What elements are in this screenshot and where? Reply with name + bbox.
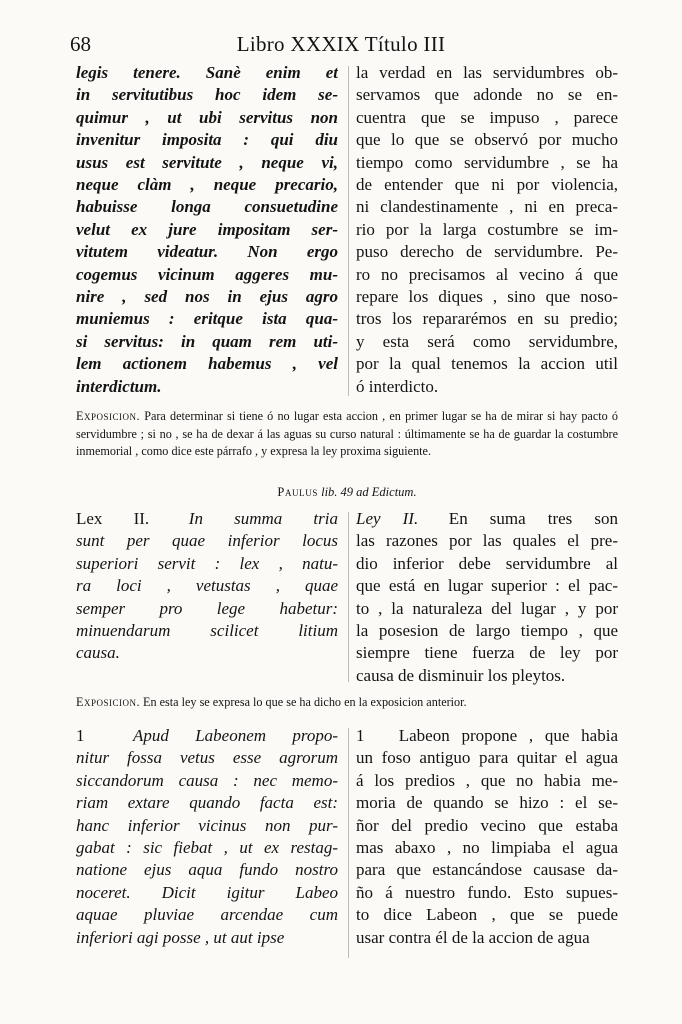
- text-line: ñor del predio vecino que estaba: [356, 815, 618, 835]
- text-line: hanc inferior vicinus non pur-: [76, 815, 338, 835]
- spanish-column-block-1: [356, 62, 618, 398]
- citation-author: Paulus: [277, 485, 318, 499]
- text-line: causa.: [76, 643, 120, 663]
- text-line-rest: En suma tres son: [426, 509, 618, 528]
- text-line: repare los diques , sino que noso-: [356, 287, 618, 307]
- paragraph-number: 1: [76, 726, 85, 745]
- text-line: tiempo como servidumbre , se ha: [356, 152, 618, 172]
- text-line: ño á nuestro fundo. Esto supues-: [356, 882, 618, 902]
- text-line: de entender que ni por violencia,: [356, 175, 618, 195]
- latin-column-block-1: [76, 62, 338, 398]
- text-line: puso derecho de servidumbre. Pe-: [356, 242, 618, 262]
- text-line: [76, 725, 338, 747]
- text-line: nitur fossa vetus esse agrorum: [76, 748, 338, 768]
- text-line: inferiori agi posse , ut aut ipse: [76, 927, 285, 947]
- page-title: Libro XXXIX Título III: [236, 32, 446, 56]
- exposicion-label: Exposicion.: [76, 695, 140, 709]
- text-line: invenitur imposita : qui diu: [76, 130, 338, 150]
- text-line: velut ex jure impositam ser-: [76, 219, 338, 239]
- spanish-column-block-3: [356, 725, 618, 949]
- text-line: interdictum.: [76, 376, 162, 396]
- text-line: ro no precisamos al vecino á que: [356, 264, 618, 284]
- text-line-rest: In summa tria: [157, 509, 338, 528]
- text-line: superiori servit : lex , natu-: [76, 553, 338, 573]
- spanish-column-block-2: [356, 508, 618, 687]
- running-head: [70, 30, 612, 58]
- text-line: si servitus: in quam rem uti-: [76, 331, 338, 351]
- text-line: neque clàm , neque precario,: [76, 175, 338, 195]
- text-line: moria de quando se hizo : el se-: [356, 793, 618, 813]
- ley-heading: Ley II.: [356, 509, 419, 528]
- text-line: vitutem videatur. Non ergo: [76, 242, 338, 262]
- paragraph-number: 1: [356, 726, 365, 745]
- text-line: to dice Labeon , que se puede: [356, 905, 618, 925]
- text-line: muniemus : eritque ista qua-: [76, 309, 338, 329]
- column-divider: [348, 66, 349, 396]
- text-line: la posesion de largo tiempo , que: [356, 621, 618, 641]
- text-line: habuisse longa consuetudine: [76, 197, 338, 217]
- column-divider: [348, 728, 349, 958]
- source-citation: [76, 484, 618, 501]
- text-line: cuentra que se impuso , parece: [356, 107, 618, 127]
- exposicion-text: Para determinar si tiene ó no lugar esta accion , en primer lugar se ha de mirar si hay pacto ó servidumbre ; si no , se ha de dexar á las aguas su curso natural : últimamente se ha de guardar la costumbre inmemorial , como dice este párrafo , y expresa la ley proxima siguiente.: [76, 409, 618, 458]
- text-line: un foso antiguo para quitar el agua: [356, 748, 618, 768]
- text-line: por la qual tenemos la accion util: [356, 354, 618, 374]
- text-line: minuendarum scilicet litium: [76, 621, 338, 641]
- text-line: á los predios , que no habia me-: [356, 770, 618, 790]
- text-line: noceret. Dicit igitur Labeo: [76, 882, 338, 902]
- text-line: quimur , ut ubi servitus non: [76, 107, 338, 127]
- text-line: riam extare quando facta est:: [76, 793, 338, 813]
- text-line: lem actionem habemus , vel: [76, 354, 338, 374]
- latin-column-block-2: [76, 508, 338, 665]
- text-line: dio inferior debe servidumbre al: [356, 553, 618, 573]
- text-line: que lo que se observó por mucho: [356, 130, 618, 150]
- text-line: la verdad en las servidumbres ob-: [356, 63, 618, 82]
- text-line: [356, 725, 618, 747]
- text-line: que está en lugar superior : el pac-: [356, 576, 618, 596]
- text-line: [356, 508, 618, 530]
- text-line: las razones por las quales el pre-: [356, 531, 618, 551]
- exposicion-label: Exposicion.: [76, 409, 140, 423]
- text-line: ni clandestinamente , ni en preca-: [356, 197, 618, 217]
- text-line: rio por la larga costumbre se im-: [356, 219, 618, 239]
- text-line: tros los repararémos en su predio;: [356, 309, 618, 329]
- text-line: nire , sed nos in ejus agro: [76, 287, 338, 307]
- lex-heading: Lex II.: [76, 509, 150, 528]
- text-line: to , la naturaleza del lugar , y por: [356, 598, 618, 618]
- text-line: in servitutibus hoc idem se-: [76, 85, 338, 105]
- text-line-rest: Apud Labeonem propo-: [107, 726, 338, 745]
- text-line: causa de disminuir los pleytos.: [356, 665, 566, 685]
- exposicion-note-2: [76, 694, 618, 712]
- text-line: cogemus vicinum aggeres mu-: [76, 264, 338, 284]
- text-line: legis tenere. Sanè enim et: [76, 63, 338, 82]
- text-line: ó interdicto.: [356, 376, 439, 396]
- latin-column-block-3: [76, 725, 338, 949]
- text-line-rest: Labeon propone , que habia: [387, 726, 618, 745]
- page-number: 68: [70, 32, 91, 56]
- text-line: ra loci , vetustas , quae: [76, 576, 338, 596]
- text-line: siempre tiene fuerza de ley por: [356, 643, 618, 663]
- text-line: mas abaxo , no limpiaba el agua: [356, 838, 618, 858]
- text-line: gabat : sic fiebat , ut ex restag-: [76, 838, 338, 858]
- text-line: usar contra él de la accion de agua: [356, 927, 590, 947]
- text-line: servamos que adonde no se en-: [356, 85, 618, 105]
- text-line: aquae pluviae arcendae cum: [76, 905, 338, 925]
- citation-reference: lib. 49 ad Edictum.: [321, 485, 417, 499]
- text-line: sunt per quae inferior locus: [76, 531, 338, 551]
- text-line: [76, 508, 338, 530]
- text-line: para que estancándose causase da-: [356, 860, 618, 880]
- text-line: semper pro lege habetur:: [76, 598, 338, 618]
- text-line: natione ejus aqua fundo nostro: [76, 860, 338, 880]
- text-line: usus est servitute , neque vi,: [76, 152, 338, 172]
- text-line: y esta será como servidumbre,: [356, 331, 618, 351]
- text-line: siccandorum causa : nec memo-: [76, 770, 338, 790]
- column-divider: [348, 512, 349, 682]
- exposicion-note-1: [76, 408, 618, 461]
- exposicion-text: En esta ley se expresa lo que se ha dicho en la exposicion anterior.: [143, 695, 467, 709]
